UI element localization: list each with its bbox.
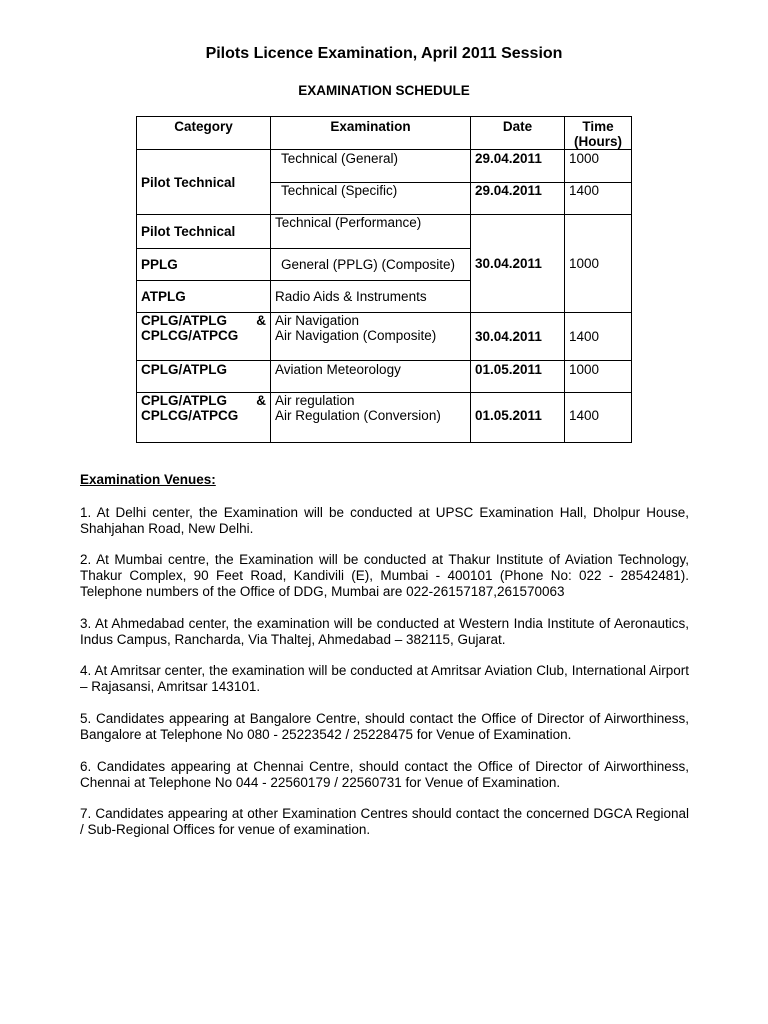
- table-row: [137, 313, 632, 361]
- venues-heading: Examination Venues:: [80, 472, 216, 487]
- document-title: Pilots Licence Examination, April 2011 Session: [205, 45, 563, 62]
- examination-cell: Aviation Meteorology: [271, 361, 471, 393]
- date-cell: 29.04.2011: [471, 183, 565, 215]
- table-row: [137, 150, 632, 183]
- venue-item-other-centres: 7. Candidates appearing at other Examination Centres should contact the concerned DGCA Regional / Sub-Regional Offices for venue of examination.: [80, 806, 689, 837]
- category-cell: CPLG/ATPLG: [137, 361, 271, 393]
- category-cell: [137, 393, 271, 443]
- header-time: [565, 117, 632, 150]
- examination-line: Air regulation: [275, 393, 355, 408]
- table-row: [137, 361, 632, 393]
- category-cell: PPLG: [137, 249, 271, 281]
- header-time-line1: Time: [582, 119, 614, 134]
- examination-cell: Technical (General): [271, 150, 471, 183]
- category-line: CPLG/ATPLG &: [141, 393, 266, 408]
- category-line: CPLCG/ATPCG: [141, 408, 239, 423]
- category-cell: [137, 313, 271, 361]
- category-cell: Pilot Technical: [137, 215, 271, 249]
- header-category: Category: [137, 117, 271, 150]
- schedule-heading: EXAMINATION SCHEDULE: [298, 83, 470, 98]
- time-cell: 1400: [565, 313, 632, 361]
- venue-item-mumbai: 2. At Mumbai centre, the Examination will be conducted at Thakur Institute of Aviation Technology, Thakur Complex, 90 Feet Road, Kandivili (E), Mumbai - 400101 (Phone No: 022 - 28542481). Telephone numbers of the Office of DDG, Mumbai are 022-26157187,261570063: [80, 552, 689, 599]
- category-line: CPLG/ATPLG &: [141, 313, 266, 328]
- table-row: [137, 393, 632, 443]
- examination-line: Air Regulation (Conversion): [275, 408, 441, 423]
- time-cell: 1000: [565, 215, 632, 313]
- examination-line: Air Navigation (Composite): [275, 328, 437, 343]
- time-cell: 1000: [565, 150, 632, 183]
- examination-cell: [271, 393, 471, 443]
- category-cell: ATPLG: [137, 281, 271, 313]
- time-cell: 1000: [565, 361, 632, 393]
- venue-item-ahmedabad: 3. At Ahmedabad center, the examination will be conducted at Western India Institute of Aeronautics, Indus Campus, Rancharda, Via Thaltej, Ahmedabad – 382115, Gujarat.: [80, 616, 689, 647]
- header-date: Date: [471, 117, 565, 150]
- header-time-line2: (Hours): [574, 134, 622, 149]
- date-cell: 01.05.2011: [471, 393, 565, 443]
- venue-item-delhi: 1. At Delhi center, the Examination will be conducted at UPSC Examination Hall, Dholpur House, Shahjahan Road, New Delhi.: [80, 505, 689, 536]
- date-cell: 30.04.2011: [471, 215, 565, 313]
- examination-cell: Technical (Performance): [271, 215, 471, 249]
- venue-item-chennai: 6. Candidates appearing at Chennai Centre, should contact the Office of Director of Airworthiness, Chennai at Telephone No 044 - 22560179 / 22560731 for Venue of Examination.: [80, 759, 689, 790]
- examination-cell: General (PPLG) (Composite): [271, 249, 471, 281]
- examination-cell: Technical (Specific): [271, 183, 471, 215]
- examination-cell: [271, 313, 471, 361]
- table-row: [137, 215, 632, 249]
- examination-line: Air Navigation: [275, 313, 360, 328]
- venue-item-bangalore: 5. Candidates appearing at Bangalore Centre, should contact the Office of Director of Airworthiness, Bangalore at Telephone No 080 - 25223542 / 25228475 for Venue of Examination.: [80, 711, 689, 742]
- venue-item-amritsar: 4. At Amritsar center, the examination will be conducted at Amritsar Aviation Club, International Airport – Rajasansi, Amritsar 143101.: [80, 663, 689, 694]
- examination-cell: Radio Aids & Instruments: [271, 281, 471, 313]
- date-cell: 29.04.2011: [471, 150, 565, 183]
- category-line: CPLCG/ATPCG: [141, 328, 239, 343]
- header-examination: Examination: [271, 117, 471, 150]
- category-cell: Pilot Technical: [137, 150, 271, 215]
- date-cell: 01.05.2011: [471, 361, 565, 393]
- time-cell: 1400: [565, 393, 632, 443]
- time-cell: 1400: [565, 183, 632, 215]
- examination-schedule-table: [136, 116, 632, 443]
- date-cell: 30.04.2011: [471, 313, 565, 361]
- table-header-row: [137, 117, 632, 150]
